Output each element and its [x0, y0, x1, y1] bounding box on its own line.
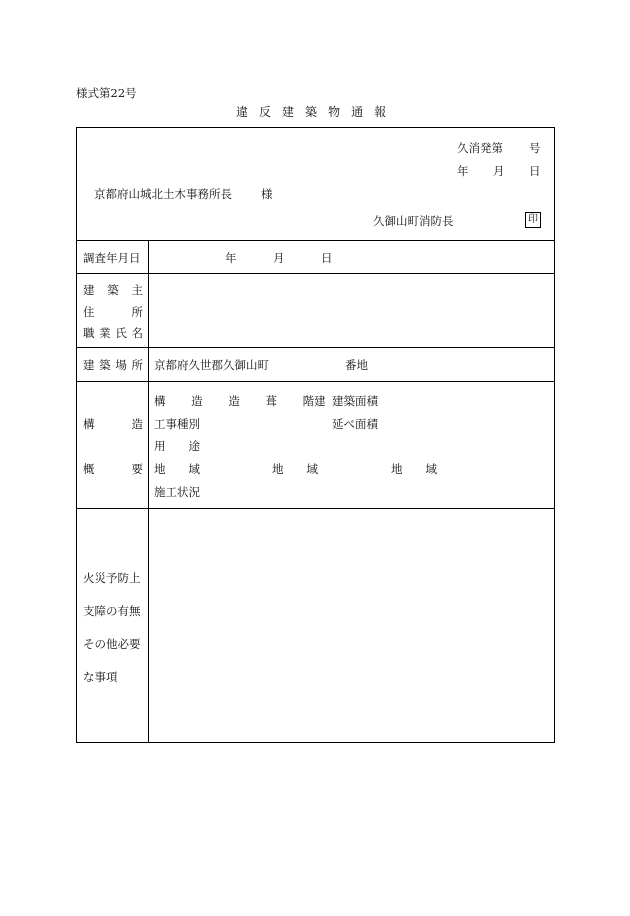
work-type-label: 工事種別	[154, 417, 200, 431]
structure-word: 造	[228, 394, 240, 408]
owner-label-line3	[83, 325, 143, 341]
zone-label-2	[272, 461, 318, 477]
reference-prefix: 久消発第	[457, 141, 503, 155]
label-char: 所	[131, 305, 143, 319]
label-char: 地	[272, 462, 284, 476]
zone-label-1	[154, 461, 200, 477]
label-char: 途	[188, 439, 200, 453]
reference-suffix: 号	[529, 141, 541, 155]
title-char: 反	[259, 105, 272, 119]
structure-word: 葺	[265, 394, 277, 408]
label-char: 建	[83, 358, 95, 372]
title-char: 物	[328, 105, 341, 119]
survey-date-label: 調査年月日	[83, 251, 141, 265]
survey-day: 日	[321, 251, 333, 265]
label-char: 名	[131, 326, 143, 340]
honorific: 様	[261, 187, 273, 201]
label-char: 概	[83, 462, 95, 476]
header-year: 年	[457, 164, 469, 178]
structure-label-line1	[83, 416, 143, 432]
title-char: 違	[236, 105, 249, 119]
fire-note-line1: 火災予防上	[83, 571, 141, 585]
fire-note-line3: その他必要	[83, 637, 141, 651]
title-char: 報	[374, 105, 387, 119]
label-char: 用	[154, 439, 166, 453]
label-char: 建	[83, 283, 95, 297]
label-char: 造	[131, 417, 143, 431]
structure-line1	[154, 393, 326, 409]
column-divider	[148, 240, 149, 742]
label-char: 氏	[115, 326, 127, 340]
label-char: 所	[131, 358, 143, 372]
structure-word: 階建	[302, 394, 326, 408]
fire-note-line2: 支障の有無	[83, 604, 141, 618]
structure-word: 構	[154, 394, 166, 408]
fire-note-line4: な事項	[83, 670, 118, 684]
title-char: 建	[282, 105, 295, 119]
form-number: 様式第22号	[76, 86, 137, 100]
label-char: 要	[131, 462, 143, 476]
label-char: 構	[83, 417, 95, 431]
use-label	[154, 438, 200, 454]
label-char: 域	[425, 462, 437, 476]
survey-year: 年	[225, 251, 237, 265]
label-char: 地	[391, 462, 403, 476]
building-area-label: 建築面積	[332, 394, 378, 408]
structure-label-line2	[83, 461, 143, 477]
label-char: 住	[83, 305, 95, 319]
label-char: 域	[188, 462, 200, 476]
seal-mark: 印	[525, 212, 541, 228]
document-title	[236, 103, 386, 120]
title-char: 通	[351, 105, 364, 119]
label-char: 職	[83, 326, 95, 340]
label-char: 場	[115, 358, 127, 372]
owner-label-line2	[83, 304, 143, 320]
owner-label-line1	[83, 282, 143, 298]
floor-area-label: 延べ面積	[332, 417, 378, 431]
report-form	[76, 127, 555, 743]
label-char: 業	[99, 326, 111, 340]
label-char: 地	[154, 462, 166, 476]
location-suffix: 番地	[345, 358, 368, 372]
sender: 久御山町消防長	[373, 214, 454, 228]
label-char: 主	[131, 283, 143, 297]
label-char: 築	[99, 358, 111, 372]
location-address: 京都府久世郡久御山町	[154, 358, 269, 372]
location-label	[83, 357, 143, 373]
header-day: 日	[529, 164, 541, 178]
label-char: 域	[306, 462, 318, 476]
label-char: 築	[107, 283, 119, 297]
structure-word: 造	[191, 394, 203, 408]
survey-month: 月	[273, 251, 285, 265]
title-char: 築	[305, 105, 318, 119]
header-month: 月	[493, 164, 505, 178]
zone-label-3	[391, 461, 437, 477]
construction-status-label: 施工状況	[154, 485, 200, 499]
recipient: 京都府山城北土木事務所長	[94, 187, 232, 201]
